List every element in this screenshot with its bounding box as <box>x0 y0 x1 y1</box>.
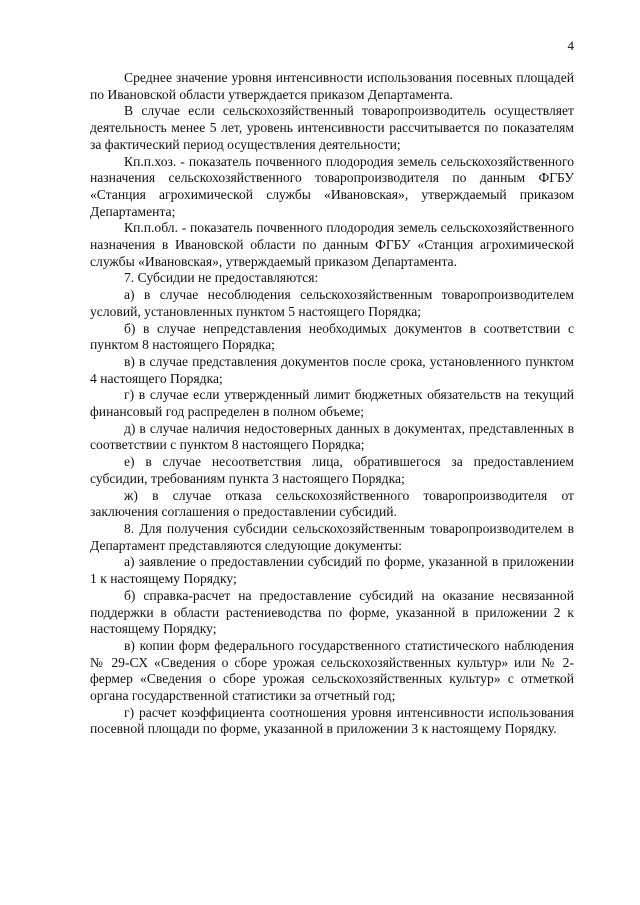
paragraph-soil-fertility-region: Кп.п.обл. - показатель почвенного плодородия земель сельскохозяйственного назначения в Ивановской области по данным ФГБУ «Станция агрохимической службы «Ивановская», утверждаемый приказом Департамента. <box>90 220 574 269</box>
clause-8-heading: 8. Для получения субсидии сельскохозяйственным товаропроизводителем в Департамент представляются следующие документы: <box>90 520 574 553</box>
paragraph-intensity-less-5-years: В случае если сельскохозяйственный товаропроизводитель осуществляет деятельность менее 5 лет, уровень интенсивности рассчитывается по показателям за фактический период осуществления деятельности; <box>90 103 574 152</box>
clause-7-item-zh: ж) в случае отказа сельскохозяйственного товаропроизводителя от заключения соглашения о предоставлении субсидий. <box>90 487 574 520</box>
clause-7-item-d: д) в случае наличия недостоверных данных в документах, представленных в соответствии с пунктом 8 настоящего Порядка; <box>90 420 574 453</box>
clause-7-heading: 7. Субсидии не предоставляются: <box>124 270 319 286</box>
paragraph-soil-fertility-farm: Кп.п.хоз. - показатель почвенного плодородия земель сельскохозяйственного назначения сельскохозяйственного товаропроизводителя по данным ФГБУ «Станция агрохимической службы «Ивановская», утверждаемый приказом Департамента; <box>90 153 574 219</box>
clause-8-item-g: г) расчет коэффициента соотношения уровня интенсивности использования посевной площади по форме, указанной в приложении 3 к настоящему Порядку. <box>90 704 574 737</box>
page-number: 4 <box>567 38 574 53</box>
clause-7-item-e: е) в случае несоответствия лица, обратившегося за предоставлением субсидии, требованиям пункта 3 настоящего Порядка; <box>90 454 574 486</box>
paragraph-intensity-average: Среднее значение уровня интенсивности использования посевных площадей по Ивановской области утверждается приказом Департамента. <box>90 70 574 102</box>
clause-8-item-a: а) заявление о предоставлении субсидий по форме, указанной в приложении 1 к настоящему Порядку; <box>90 554 574 587</box>
clause-7-item-a: а) в случае несоблюдения сельскохозяйственным товаропроизводителем условий, установленных пунктом 5 настоящего Порядка; <box>90 287 574 319</box>
clause-7-item-g: г) в случае если утвержденный лимит бюджетных обязательств на текущий финансовый год распределен в полном объеме; <box>90 387 574 420</box>
clause-8-item-b: б) справка-расчет на предоставление субсидий на оказание несвязанной поддержки в области растениеводства по форме, указанной в приложении 2 к настоящему Порядку; <box>90 587 574 637</box>
clause-7-item-b: б) в случае непредставления необходимых документов в соответствии с пунктом 8 настоящего Порядка; <box>90 320 574 353</box>
clause-8-item-v: в) копии форм федерального государственного статистического наблюдения № 29-СХ «Сведения о сборе урожая сельскохозяйственных культур» или № 2-фермер «Сведения о сборе урожая сельскохозяйственных культур» с отметкой органа государственной статистики за отчетный год; <box>90 637 574 704</box>
document-body <box>90 70 574 738</box>
clause-7-item-v: в) в случае представления документов после срока, установленного пунктом 4 настоящего Порядка; <box>90 353 574 386</box>
